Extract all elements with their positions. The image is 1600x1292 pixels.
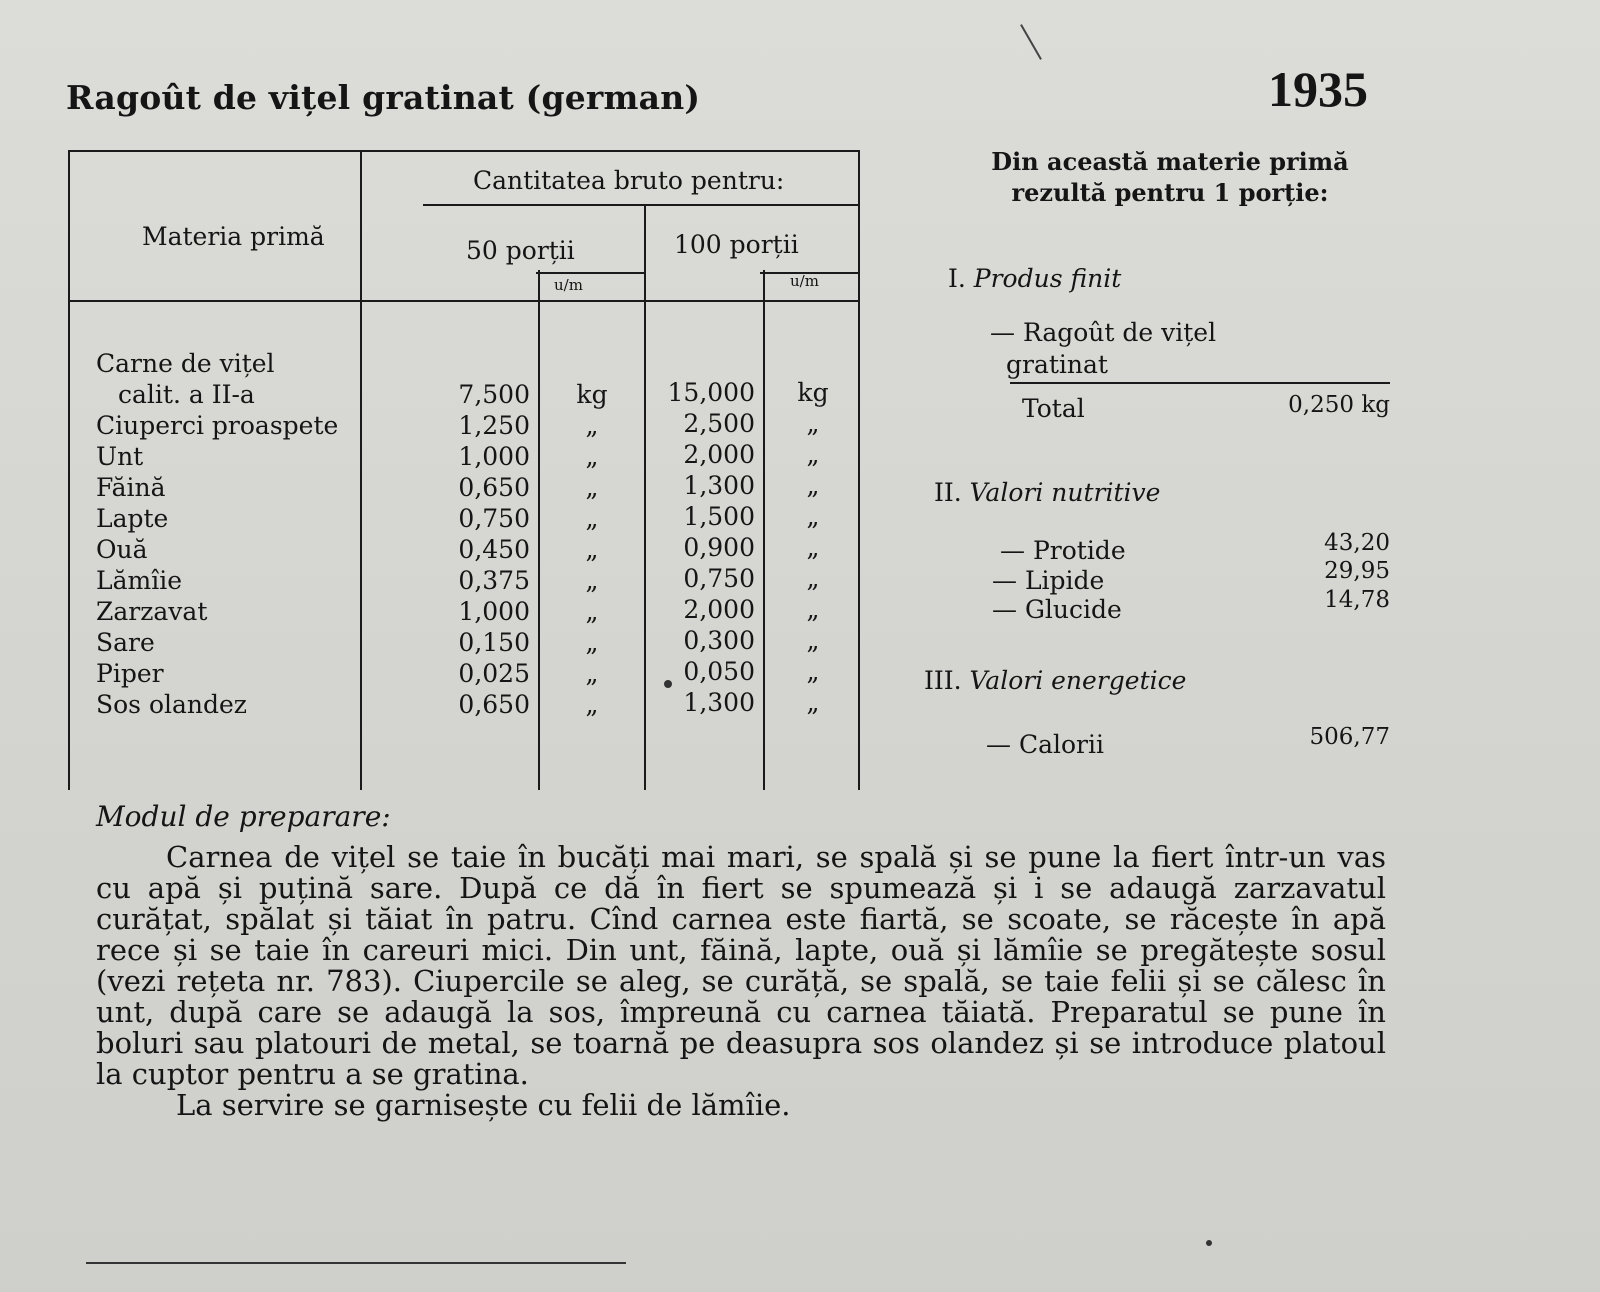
method-paragraph: Carnea de vițel se taie în bucăți mai mari, se spală și se pune la fiert într-un vas cu apă și puțină sare. După ce dă în fiert se spumează și i se adaugă zarzavatul curățat, spălat și tăiat în patru. Cînd carnea este fiartă, se scoate, se răcește în apă rece și se taie în careuri mici. Din unt, făină, lapte, ouă și lămîie se pregătește sosul (vezi rețeta nr. 783). Ciupercile se aleg, se curăță, se spală, se taie felii și se călesc în unt, după care se adaugă la sos, împreună cu carnea tăiată. Preparatul se pune în boluri sau platouri de metal, se toarnă pe deasupra sos olandez și se introduce platoul la cuptor pentru a se gratina. — [96, 840, 1386, 1091]
method-paragraph: La servire se garnisește cu felii de lămîie. — [176, 1088, 791, 1122]
method-title: Modul de preparare: — [96, 800, 391, 833]
quantity-50: 0,450 — [458, 535, 530, 564]
total-label: Total — [1022, 394, 1085, 423]
ingredient-names — [96, 348, 338, 720]
quantity-50: 0,750 — [458, 504, 530, 533]
section-number: I. — [948, 264, 966, 293]
quantity-100: 0,750 — [683, 564, 755, 593]
quantity-100: 1,300 — [683, 471, 755, 500]
unit-100: „ — [806, 564, 820, 593]
section-title: Produs finit — [973, 264, 1122, 293]
unit-100: „ — [806, 471, 820, 500]
units-100 — [778, 377, 848, 718]
table-um-divider — [538, 270, 540, 790]
summary-intro — [950, 146, 1390, 208]
ingredient-name: Sare — [96, 628, 155, 657]
unit-100: „ — [806, 440, 820, 469]
recipe-title: Ragoût de vițel gratinat (german) — [66, 78, 701, 117]
quantity-50: 0,150 — [458, 628, 530, 657]
calorii-label: — Calorii — [986, 730, 1104, 759]
quantity-100: 1,300 — [683, 688, 755, 717]
table-right-rule — [858, 150, 860, 790]
table-um-rule — [536, 272, 646, 274]
table-col-divider — [644, 206, 646, 790]
summary-intro-line2: rezultă pentru 1 porție: — [1011, 178, 1329, 207]
quantity-100: 0,050 — [683, 657, 755, 686]
unit-100: kg — [797, 378, 829, 407]
unit-100: „ — [806, 533, 820, 562]
quantity-50: 0,650 — [458, 473, 530, 502]
product-name-line2: gratinat — [1006, 350, 1108, 379]
section-valori-nutritive — [934, 478, 1160, 507]
ingredient-name: Unt — [96, 442, 144, 471]
method-text — [96, 842, 1386, 1121]
ingredient-name: Sos olandez — [96, 690, 247, 719]
unit-50: „ — [585, 566, 599, 595]
section-title: Valori nutritive — [969, 478, 1161, 507]
unit-50: „ — [585, 473, 599, 502]
total-rule — [1010, 382, 1390, 384]
quantity-50: 0,650 — [458, 690, 530, 719]
summary-intro-line1: Din această materie primă — [991, 147, 1349, 176]
unit-100: „ — [806, 626, 820, 655]
table-col-divider — [360, 150, 362, 790]
quantity-100: 0,300 — [683, 626, 755, 655]
unit-50: kg — [576, 380, 608, 409]
section-valori-energetice — [924, 666, 1186, 695]
calorii-value: 506,77 — [1309, 724, 1390, 750]
glucide-label: — Glucide — [992, 595, 1122, 624]
unit-100: „ — [806, 595, 820, 624]
ingredient-name: Lămîie — [96, 566, 182, 595]
ingredient-name: Ouă — [96, 535, 148, 564]
unit-50: „ — [585, 628, 599, 657]
quantities-50 — [440, 379, 530, 720]
ingredients-table — [68, 150, 888, 790]
table-top-rule — [68, 150, 858, 152]
ingredient-name: Piper — [96, 659, 164, 688]
total-value: 0,250 kg — [1288, 392, 1390, 418]
portion-summary — [920, 146, 1390, 766]
section-produs-finit — [948, 264, 1121, 293]
unit-100: „ — [806, 657, 820, 686]
ingredient-name: Ciuperci proaspete — [96, 411, 339, 440]
ink-speck — [664, 680, 672, 688]
section-number: III. — [924, 666, 962, 695]
header-cantitate: Cantitatea bruto pentru: — [473, 166, 785, 195]
unit-50: „ — [585, 690, 599, 719]
header-materia: Materia primă — [142, 222, 325, 251]
header-50-portii: 50 porții — [466, 236, 575, 265]
ingredient-name-cont: calit. a II-a — [118, 380, 255, 409]
header-um-100: u/m — [790, 272, 819, 290]
table-subheader-rule — [423, 204, 858, 206]
quantities-100 — [653, 377, 755, 718]
protide-value: 43,20 — [1324, 530, 1390, 556]
section-number: II. — [934, 478, 962, 507]
quantity-50: 0,375 — [458, 566, 530, 595]
product-name-line1: — Ragoût de vițel — [990, 318, 1217, 347]
quantity-100: 2,000 — [683, 595, 755, 624]
bottom-rule — [86, 1262, 626, 1264]
table-left-rule — [68, 150, 70, 790]
unit-50: „ — [585, 442, 599, 471]
table-um-divider — [763, 270, 765, 790]
section-title: Valori energetice — [969, 666, 1187, 695]
ingredient-name: Zarzavat — [96, 597, 208, 626]
quantity-100: 2,500 — [683, 409, 755, 438]
unit-50: „ — [585, 411, 599, 440]
quantity-50: 1,000 — [458, 442, 530, 471]
unit-100: „ — [806, 688, 820, 717]
quantity-50: 1,250 — [458, 411, 530, 440]
lipide-label: — Lipide — [992, 566, 1105, 595]
glucide-value: 14,78 — [1324, 587, 1390, 613]
unit-50: „ — [585, 535, 599, 564]
unit-50: „ — [585, 504, 599, 533]
lipide-value: 29,95 — [1324, 558, 1390, 584]
header-um-50: u/m — [554, 276, 583, 294]
quantity-100: 2,000 — [683, 440, 755, 469]
page-scratch — [1020, 24, 1042, 60]
unit-100: „ — [806, 502, 820, 531]
quantity-100: 0,900 — [683, 533, 755, 562]
quantity-50: 0,025 — [458, 659, 530, 688]
recipe-number: 1935 — [1268, 61, 1368, 117]
table-header-bottom-rule — [68, 300, 858, 302]
ink-speck — [1206, 1240, 1212, 1246]
quantity-100: 1,500 — [683, 502, 755, 531]
ingredient-name: Carne de vițel — [96, 349, 275, 378]
quantity-50: 7,500 — [458, 380, 530, 409]
unit-50: „ — [585, 597, 599, 626]
ingredient-name: Făină — [96, 473, 166, 502]
quantity-100: 15,000 — [667, 378, 755, 407]
ingredient-name: Lapte — [96, 504, 169, 533]
units-50 — [564, 379, 620, 720]
unit-100: „ — [806, 409, 820, 438]
protide-label: — Protide — [1000, 536, 1126, 565]
unit-50: „ — [585, 659, 599, 688]
header-100-portii: 100 porții — [674, 230, 799, 259]
quantity-50: 1,000 — [458, 597, 530, 626]
